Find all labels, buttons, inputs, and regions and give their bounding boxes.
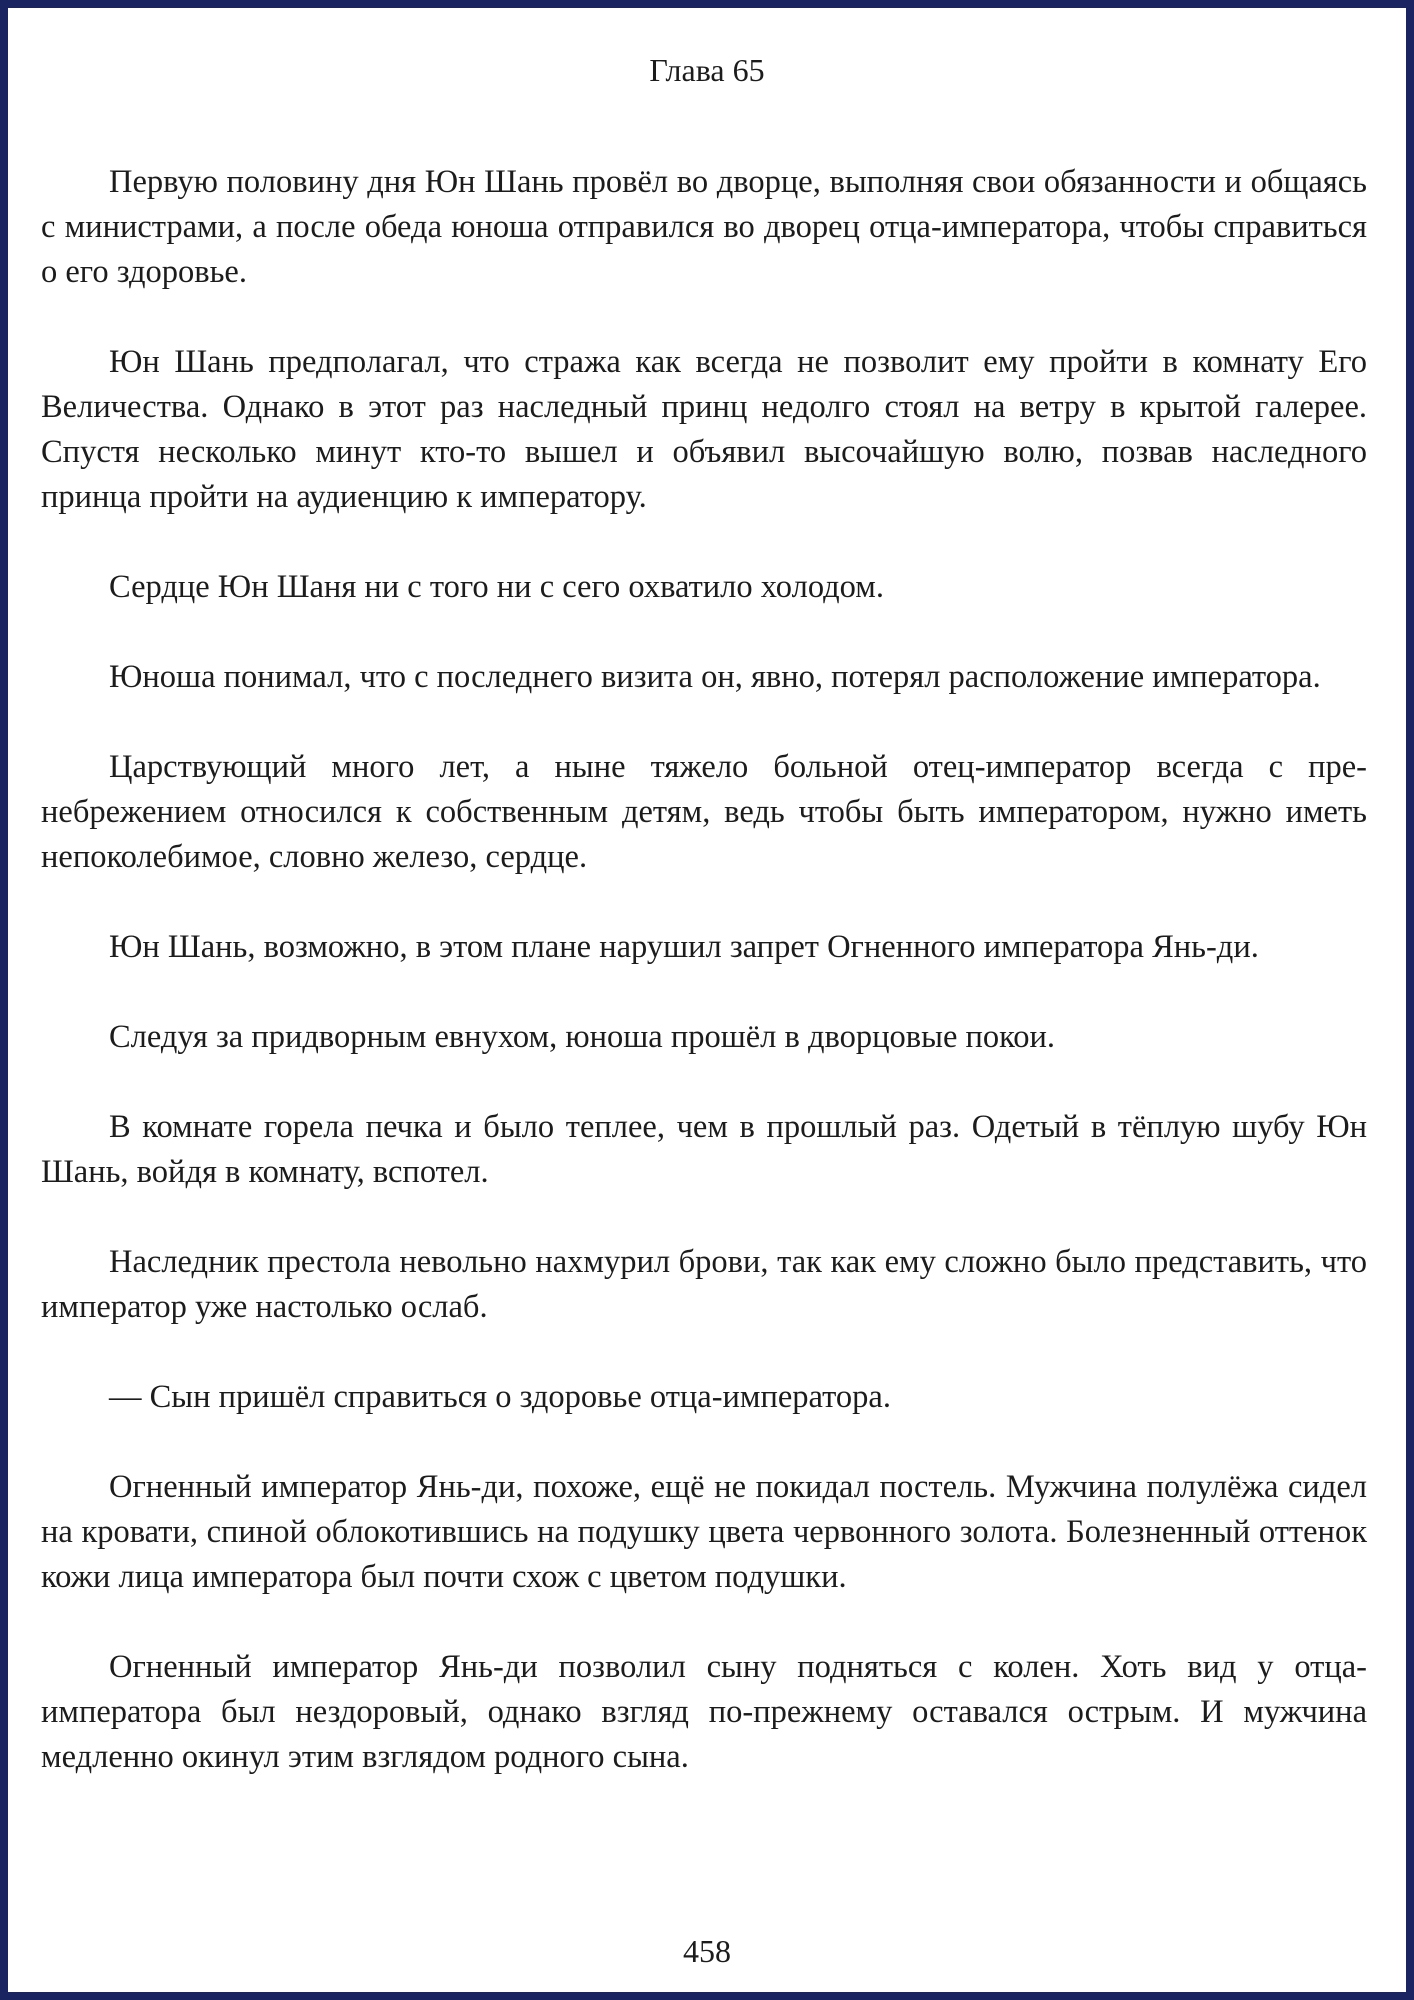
chapter-title: Глава 65 — [649, 52, 765, 88]
chapter-body — [41, 160, 1367, 1825]
paragraph: Юн Шань, возможно, в этом плане нарушил запрет Огненного императора Янь-ди. — [109, 929, 1259, 965]
paragraph: — Сын пришёл справиться о здоровье отца-императора. — [109, 1379, 891, 1415]
paragraph: Юноша понимал, что с последнего визита он, явно, потерял расположение императора. — [109, 659, 1321, 695]
paragraph: В комнате горела печка и было теплее, чем в прошлый раз. Одетый в тёплую шубу Юн Шань, войдя в комнату, вспотел. — [41, 1109, 1367, 1190]
paragraph: Огненный император Янь-ди позволил сыну подняться с колен. Хоть вид у отца-императора был нездоровый, однако взгляд по-прежнему оставался острым. И мужчина медленно окинул этим взглядом родного сына. — [41, 1649, 1367, 1775]
page-number: 458 — [683, 1933, 731, 1969]
paragraph: Следуя за придворным евнухом, юноша прошёл в дворцовые покои. — [109, 1019, 1056, 1055]
paragraph: Огненный император Янь-ди, похоже, ещё не покидал постель. Мужчина полулёжа сидел на кровати, спиной облокотившись на подушку цвета червонного золота. Болезненный оттенок кожи лица императора был почти схож с цветом подушки. — [41, 1469, 1367, 1595]
paragraph: Наследник престола невольно нахмурил брови, так как ему сложно было представить, что император уже настолько ослаб. — [41, 1244, 1367, 1325]
paragraph: Юн Шань предполагал, что стража как всегда не позволит ему пройти в комнату Его Величества. Однако в этот раз наследный принц недолго стоял на ветру в крытой галерее. Спустя несколько минут кто-то вышел и объявил высочайшую волю, позвав наследного принца пройти на аудиенцию к императору. — [41, 344, 1367, 515]
paragraph: Сердце Юн Шаня ни с того ни с сего охватило холодом. — [109, 569, 884, 605]
paragraph: Первую половину дня Юн Шань провёл во дворце, выполняя свои обязанности и общаясь с министрами, а после обеда юноша отправился во дворец отца-императора, чтобы справиться о его здоровье. — [41, 164, 1367, 290]
paragraph: Царствующий много лет, а ныне тяжело больной отец-император всегда с пренебрежением относился к собственным детям, ведь чтобы быть императором, нужно иметь непоколебимое, словно железо, сердце. — [41, 749, 1367, 875]
